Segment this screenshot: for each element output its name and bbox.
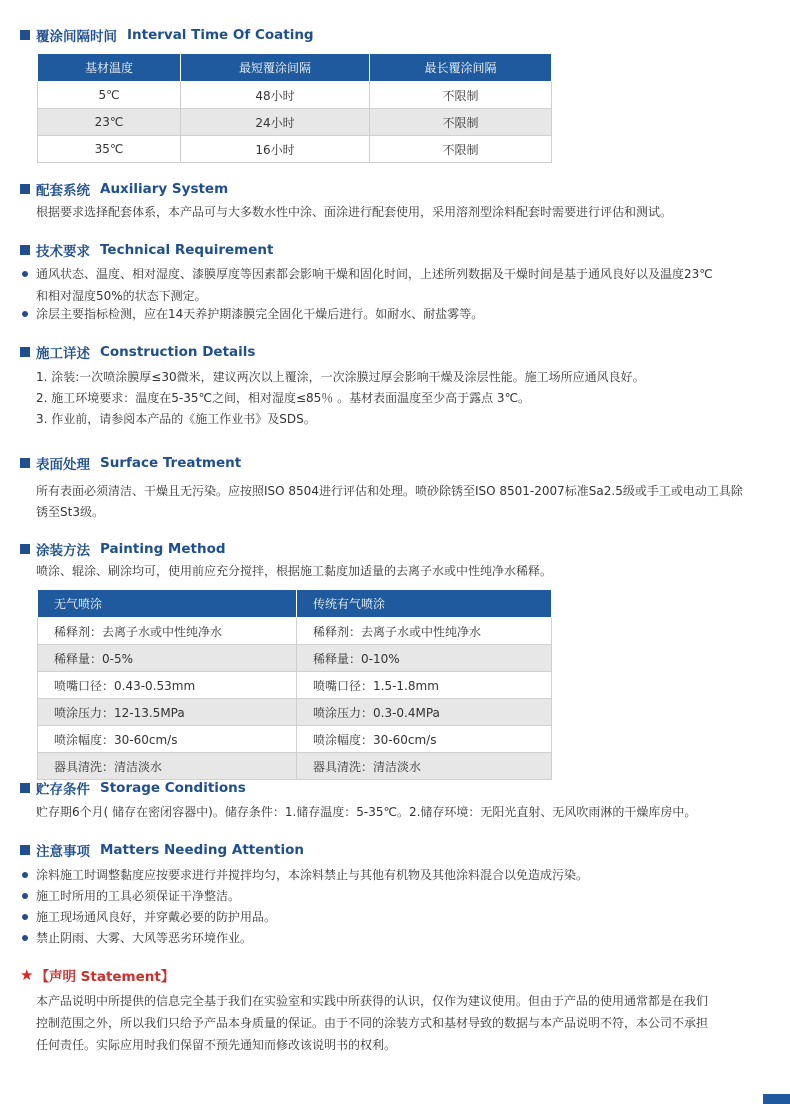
section-title-cn: 覆涂间隔时间 — [36, 29, 117, 45]
table-row — [38, 109, 552, 136]
square-bullet-icon — [20, 783, 30, 793]
construction-item: 1. 涂装:一次喷涂膜厚≤30微米，建议两次以上覆涂，一次涂膜过厚会影响干燥及涂层性能。施工场所应通风良好。 — [36, 370, 645, 384]
section-title-en: Technical Requirement — [100, 242, 274, 258]
table-header: 基材温度 — [38, 54, 181, 82]
table-header: 最短覆涂间隔 — [181, 54, 370, 82]
bullet-dot-icon — [22, 311, 28, 317]
section-title-cn: 注意事项 — [36, 844, 90, 860]
table-row — [38, 672, 552, 699]
table-cell: 16小时 — [181, 136, 370, 163]
section-interval-heading — [20, 26, 314, 44]
table-cell: 稀释剂：去离子水或中性纯净水 — [297, 618, 552, 645]
auxiliary-text: 根据要求选择配套体系，本产品可与大多数水性中涂、面涂进行配套使用，采用溶剂型涂料配套时需要进行评估和测试。 — [36, 205, 673, 219]
section-title-en: Matters Needing Attention — [100, 842, 304, 858]
section-title-en: Painting Method — [100, 541, 226, 557]
storage-text: 贮存期6个月( 储存在密闭容器中)。储存条件：1.储存温度：5-35℃。2.储存环境：无阳光直射、无风吹雨淋的干燥库房中。 — [36, 805, 697, 819]
square-bullet-icon — [20, 845, 30, 855]
table-row — [38, 699, 552, 726]
list-item — [22, 263, 767, 307]
section-title-cn: 配套系统 — [36, 183, 90, 199]
statement-line: 控制范围之外，所以我们只给予产品本身质量的保证。由于不同的涂装方式和基材导致的数据与本产品说明不符，本公司不承担 — [36, 1016, 709, 1030]
section-auxiliary-heading — [20, 180, 228, 198]
painting-table — [37, 589, 552, 780]
section-title-en: Auxiliary System — [100, 181, 229, 197]
section-storage-heading — [20, 779, 246, 797]
square-bullet-icon — [20, 184, 30, 194]
table-cell: 喷嘴口径：0.43-0.53mm — [38, 672, 297, 699]
table-cell: 不限制 — [370, 82, 552, 109]
list-item-text: 涂料施工时调整黏度应按要求进行并搅拌均匀，本涂料禁止与其他有机物及其他涂料混合以免造成污染。 — [36, 868, 589, 882]
table-row — [38, 645, 552, 672]
statement-title: 【声明 Statement】 — [35, 969, 175, 985]
table-cell: 器具清洗：清洁淡水 — [38, 753, 297, 780]
table-row — [38, 753, 552, 780]
table-header: 传统有气喷涂 — [297, 590, 552, 618]
table-cell: 稀释剂：去离子水或中性纯净水 — [38, 618, 297, 645]
section-technical-heading — [20, 241, 273, 259]
square-bullet-icon — [20, 245, 30, 255]
section-attention-heading — [20, 841, 304, 859]
table-cell: 48小时 — [181, 82, 370, 109]
star-icon: ★ — [20, 966, 34, 984]
list-item — [22, 885, 767, 907]
section-painting-heading — [20, 540, 226, 558]
table-cell: 稀释量：0-5% — [38, 645, 297, 672]
section-title-cn: 贮存条件 — [36, 782, 90, 798]
bullet-dot-icon — [22, 935, 28, 941]
section-title-en: Surface Treatment — [100, 455, 242, 471]
surface-text-line: 所有表面必须清洁、干燥且无污染。应按照ISO 8504进行评估和处理。喷砂除锈至ISO 8501-2007标准Sa2.5级或手工或电动工具除 — [36, 484, 743, 498]
section-title-cn: 技术要求 — [36, 244, 90, 260]
table-cell: 喷涂幅度：30-60cm/s — [297, 726, 552, 753]
section-title-en: Interval Time Of Coating — [127, 27, 314, 43]
section-construction-heading — [20, 343, 255, 361]
statement-line: 任何责任。实际应用时我们保留不预先通知而修改该说明书的权利。 — [36, 1038, 397, 1052]
table-cell: 喷涂压力：12-13.5MPa — [38, 699, 297, 726]
bullet-dot-icon — [22, 872, 28, 878]
list-item-text: 施工现场通风良好，并穿戴必要的防护用品。 — [36, 910, 277, 924]
table-cell: 喷涂幅度：30-60cm/s — [38, 726, 297, 753]
section-title-cn: 施工详述 — [36, 346, 90, 362]
construction-item: 2. 施工环境要求：温度在5-35℃之间，相对湿度≤85％ 。基材表面温度至少高于露点 3℃。 — [36, 391, 531, 405]
table-cell: 喷嘴口径：1.5-1.8mm — [297, 672, 552, 699]
bullet-dot-icon — [22, 893, 28, 899]
table-cell: 5℃ — [38, 82, 181, 109]
table-row — [38, 726, 552, 753]
surface-text-line: 锈至St3级。 — [36, 505, 104, 519]
list-item — [22, 906, 767, 928]
list-item — [22, 303, 767, 325]
table-cell: 不限制 — [370, 109, 552, 136]
table-cell: 不限制 — [370, 136, 552, 163]
list-item-text: 和相对湿度50%的状态下测定。 — [36, 289, 207, 303]
table-header: 无气喷涂 — [38, 590, 297, 618]
statement-heading — [20, 966, 174, 984]
square-bullet-icon — [20, 544, 30, 554]
page-corner-decoration — [763, 1094, 790, 1104]
table-row — [38, 136, 552, 163]
list-item-text: 涂层主要指标检测，应在14天养护期漆膜完全固化干燥后进行。如耐水、耐盐雾等。 — [36, 307, 484, 321]
table-cell: 稀释量：0-10% — [297, 645, 552, 672]
section-title-cn: 涂装方法 — [36, 543, 90, 559]
table-header: 最长覆涂间隔 — [370, 54, 552, 82]
square-bullet-icon — [20, 458, 30, 468]
list-item-text: 通风状态、温度、相对湿度、漆膜厚度等因素都会影响干燥和固化时间，上述所列数据及干燥时间是基于通风良好以及温度23℃ — [36, 267, 713, 281]
construction-item: 3. 作业前，请参阅本产品的《施工作业书》及SDS。 — [36, 412, 316, 426]
bullet-dot-icon — [22, 271, 28, 277]
interval-table — [37, 53, 552, 163]
table-cell: 器具清洗：清洁淡水 — [297, 753, 552, 780]
square-bullet-icon — [20, 30, 30, 40]
list-item — [22, 927, 767, 949]
section-title-en: Construction Details — [100, 344, 256, 360]
list-item-text: 施工时所用的工具必须保证干净整洁。 — [36, 889, 241, 903]
table-cell: 23℃ — [38, 109, 181, 136]
table-cell: 35℃ — [38, 136, 181, 163]
table-cell: 24小时 — [181, 109, 370, 136]
section-surface-heading — [20, 454, 241, 472]
table-row — [38, 82, 552, 109]
section-title-cn: 表面处理 — [36, 457, 90, 473]
statement-line: 本产品说明中所提供的信息完全基于我们在实验室和实践中所获得的认识，仅作为建议使用。但由于产品的使用通常都是在我们 — [36, 994, 709, 1008]
square-bullet-icon — [20, 347, 30, 357]
list-item — [22, 864, 767, 886]
section-title-en: Storage Conditions — [100, 780, 246, 796]
bullet-dot-icon — [22, 914, 28, 920]
table-header-row — [38, 590, 552, 618]
table-row — [38, 618, 552, 645]
table-cell: 喷涂压力：0.3-0.4MPa — [297, 699, 552, 726]
table-header-row — [38, 54, 552, 82]
list-item-text: 禁止阴雨、大雾、大风等恶劣环境作业。 — [36, 931, 253, 945]
painting-text: 喷涂、辊涂、刷涂均可，使用前应充分搅拌，根据施工黏度加适量的去离子水或中性纯净水稀释。 — [36, 564, 553, 578]
